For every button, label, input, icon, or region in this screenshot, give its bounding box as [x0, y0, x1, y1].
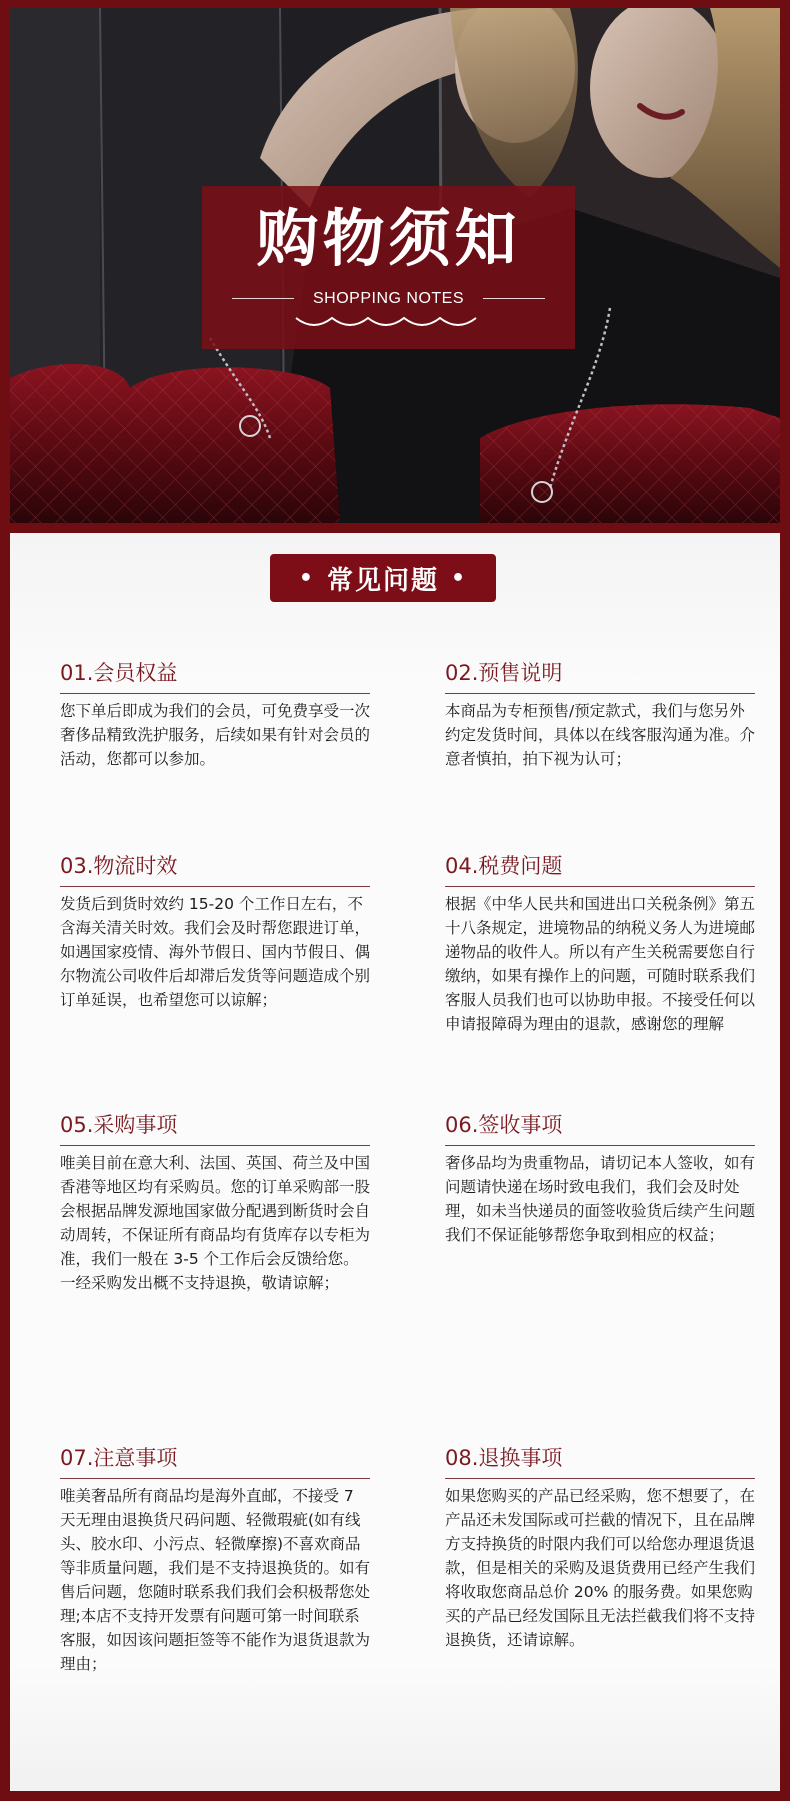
faq-item-body: 根据《中华人民共和国进出口关税条例》第五十八条规定，进境物品的纳税义务人为进境邮递物品的收件人。所以有产生关税需要您自行缴纳，如果有操作上的问题，可随时联系我们客服人员我们也可以协助申报。不接受任何以申请报障碍为理由的退款，感谢您的理解	[445, 895, 756, 1033]
subtitle-right-rule	[483, 298, 545, 299]
faq-heading	[270, 554, 496, 602]
divider	[60, 1478, 370, 1479]
faq-item	[445, 658, 755, 771]
faq-item	[60, 851, 370, 1012]
subtitle-row	[232, 288, 545, 310]
divider	[60, 1145, 370, 1146]
divider	[445, 886, 755, 887]
faq-item-body: 唯美奢品所有商品均是海外直邮，不接受 7 天无理由退换货尺码问题、轻微瑕疵(如有线头、胶水印、小污点、轻微摩擦)不喜欢商品等非质量问题，我们是不支持退换货的。如有售后问题，您随时联系我们我们会积极帮您处理;本店不支持开发票有问题可第一时间联系客服，如因该问题拒签等不能作为退货退款为理由；	[60, 1487, 371, 1673]
faq-item-title: 07.注意事项	[60, 1446, 178, 1470]
faq-item	[445, 1443, 755, 1652]
faq-item-body: 发货后到货时效约 15-20 个工作日左右，不含海关清关时效。我们会及时帮您跟进订单，如遇国家疫情、海外节假日、国内节假日、偶尔物流公司收件后却滞后发货等问题造成个别订单延误，也希望您可以谅解；	[60, 895, 371, 1009]
faq-item	[445, 851, 755, 1036]
faq-item	[445, 1110, 755, 1247]
faq-item-title: 04.税费问题	[445, 854, 563, 878]
divider	[445, 1145, 755, 1146]
faq-item-body: 奢侈品均为贵重物品，请切记本人签收，如有问题请快递在场时致电我们，我们会及时处理，如未当快递员的面签收验货后续产生问题我们不保证能够帮您争取到相应的权益；	[445, 1154, 756, 1244]
faq-item	[60, 1443, 370, 1676]
faq-item-title: 08.退换事项	[445, 1446, 563, 1470]
faq-item	[60, 658, 370, 771]
divider	[60, 886, 370, 887]
dot-icon: •	[298, 565, 315, 591]
title-box	[202, 186, 575, 349]
faq-item-body: 本商品为专柜预售/预定款式，我们与您另外约定发货时间，具体以在线客服沟通为准。介意者慎拍，拍下视为认可；	[445, 702, 756, 768]
divider	[60, 693, 370, 694]
faq-item-title: 05.采购事项	[60, 1113, 178, 1137]
faq-item-title: 02.预售说明	[445, 661, 563, 685]
faq-item-body: 您下单后即成为我们的会员，可免费享受一次奢侈品精致洗护服务，后续如果有针对会员的活动，您都可以参加。	[60, 702, 371, 768]
wave-ornament	[294, 314, 484, 332]
divider	[445, 1478, 755, 1479]
faq-item-body: 如果您购买的产品已经采购，您不想要了，在产品还未发国际或可拦截的情况下，且在品牌方支持换货的时限内我们可以给您办理退货退款，但是相关的采购及退货费用已经产生我们将收取您商品总价 20% 的服务费。如果您购买的产品已经发国际且无法拦截我们将不支持退换货，还请谅解。	[445, 1487, 756, 1649]
faq-item	[60, 1110, 370, 1295]
content-panel	[10, 533, 780, 1791]
faq-item-title: 01.会员权益	[60, 661, 178, 685]
divider	[445, 693, 755, 694]
faq-item-title: 03.物流时效	[60, 854, 178, 878]
faq-item-body: 唯美目前在意大利、法国、英国、荷兰及中国香港等地区均有采购员。您的订单采购部一股会根据品牌发源地国家做分配遇到断货时会自动周转，不保证所有商品均有货库存以专柜为准，我们一般在 3-5 个工作后会反馈给您。一经采购发出概不支持退换，敬请谅解；	[60, 1154, 371, 1292]
faq-item-title: 06.签收事项	[445, 1113, 563, 1137]
hero-banner	[10, 8, 780, 523]
page-subtitle: SHOPPING NOTES	[312, 290, 465, 307]
faq-heading-label: 常见问题	[326, 565, 439, 596]
dot-icon: •	[451, 565, 468, 591]
page-title: 购物须知	[256, 202, 521, 275]
